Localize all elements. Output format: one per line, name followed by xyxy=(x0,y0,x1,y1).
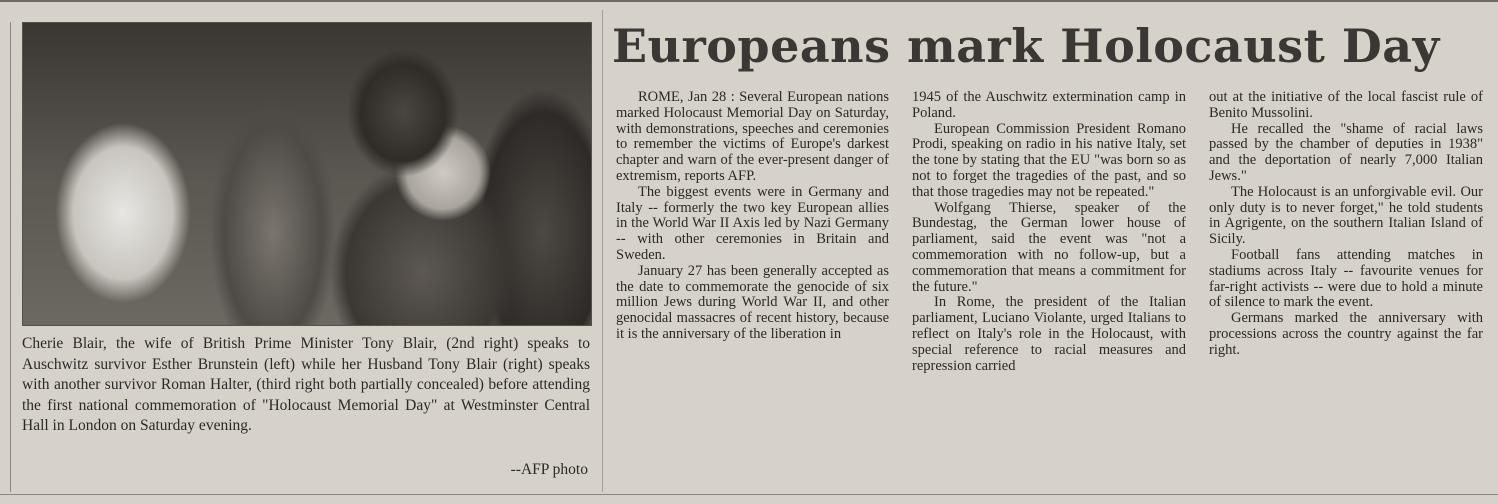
paragraph: January 27 has been generally accepted as the date to commemorate the genocide of six million Jews during World War II, and other genocidal massacres of recent history, because it is the anniversary of the liberation in xyxy=(616,262,889,342)
left-column-rule xyxy=(10,22,11,492)
paragraph: European Commission President Romano Prodi, speaking on radio in his native Italy, set the tone by stating that the EU "was born so as not to forget the tragedies of the past, and so that those tragedies may not be repeated." xyxy=(912,120,1186,200)
news-photo xyxy=(22,22,592,326)
bottom-rule xyxy=(0,494,1498,495)
paragraph: out at the initiative of the local fascist rule of Benito Mussolini. xyxy=(1209,89,1483,121)
photo-caption: Cherie Blair, the wife of British Prime Minister Tony Blair, (2nd right) speaks to Auschwitz survivor Esther Brunstein (left) while her Husband Tony Blair (right) speaks with another survivor Roman Halter, (third right both partially concealed) before attending the first national commemoration of "Holocaust Memorial Day" at Westminster Central Hall in London on Saturday evening. xyxy=(22,335,590,434)
article-column-2 xyxy=(912,90,1186,374)
paragraph: The Holocaust is an unforgivable evil. Our only duty is to never forget," he told students in Agrigente, on the southern Italian Island of Sicily. xyxy=(1209,183,1483,248)
paragraph: ROME, Jan 28 : Several European nations marked Holocaust Memorial Day on Saturday, with demonstrations, speeches and ceremonies to remember the victims of Europe's darkest chapter and warn of the ever-present danger of extremism, reports AFP. xyxy=(616,89,889,184)
top-rule xyxy=(0,0,1498,2)
paragraph: He recalled the "shame of racial laws passed by the chamber of deputies in 1938" and the deportation of nearly 7,000 Italian Jews." xyxy=(1209,120,1483,184)
paragraph: In Rome, the president of the Italian parliament, Luciano Violante, urged Italians to reflect on Italy's role in the Holocaust, with special reference to racial measures and repression carried xyxy=(912,294,1186,374)
paragraph: Wolfgang Thierse, speaker of the Bundestag, the German lower house of parliament, said the event was "not a commemoration with no follow-up, but a commemoration that means a commitment for the future." xyxy=(912,199,1186,295)
article-headline: Europeans mark Holocaust Day xyxy=(612,19,1440,73)
paragraph: Germans marked the anniversary with processions across the country against the far right. xyxy=(1209,310,1483,358)
paragraph: 1945 of the Auschwitz extermination camp in Poland. xyxy=(912,89,1186,121)
column-divider xyxy=(602,10,603,492)
article-column-1 xyxy=(616,90,889,343)
paragraph: The biggest events were in Germany and Italy -- formerly the two key European allies in the World War II Axis led by Nazi Germany -- with other ceremonies in Britain and Sweden. xyxy=(616,183,889,263)
photo-credit: --AFP photo xyxy=(510,461,588,478)
paragraph: Football fans attending matches in stadiums across Italy -- favourite venues for far-right activists -- were due to hold a minute of silence to mark the event. xyxy=(1209,246,1483,311)
article-column-3 xyxy=(1209,90,1483,359)
